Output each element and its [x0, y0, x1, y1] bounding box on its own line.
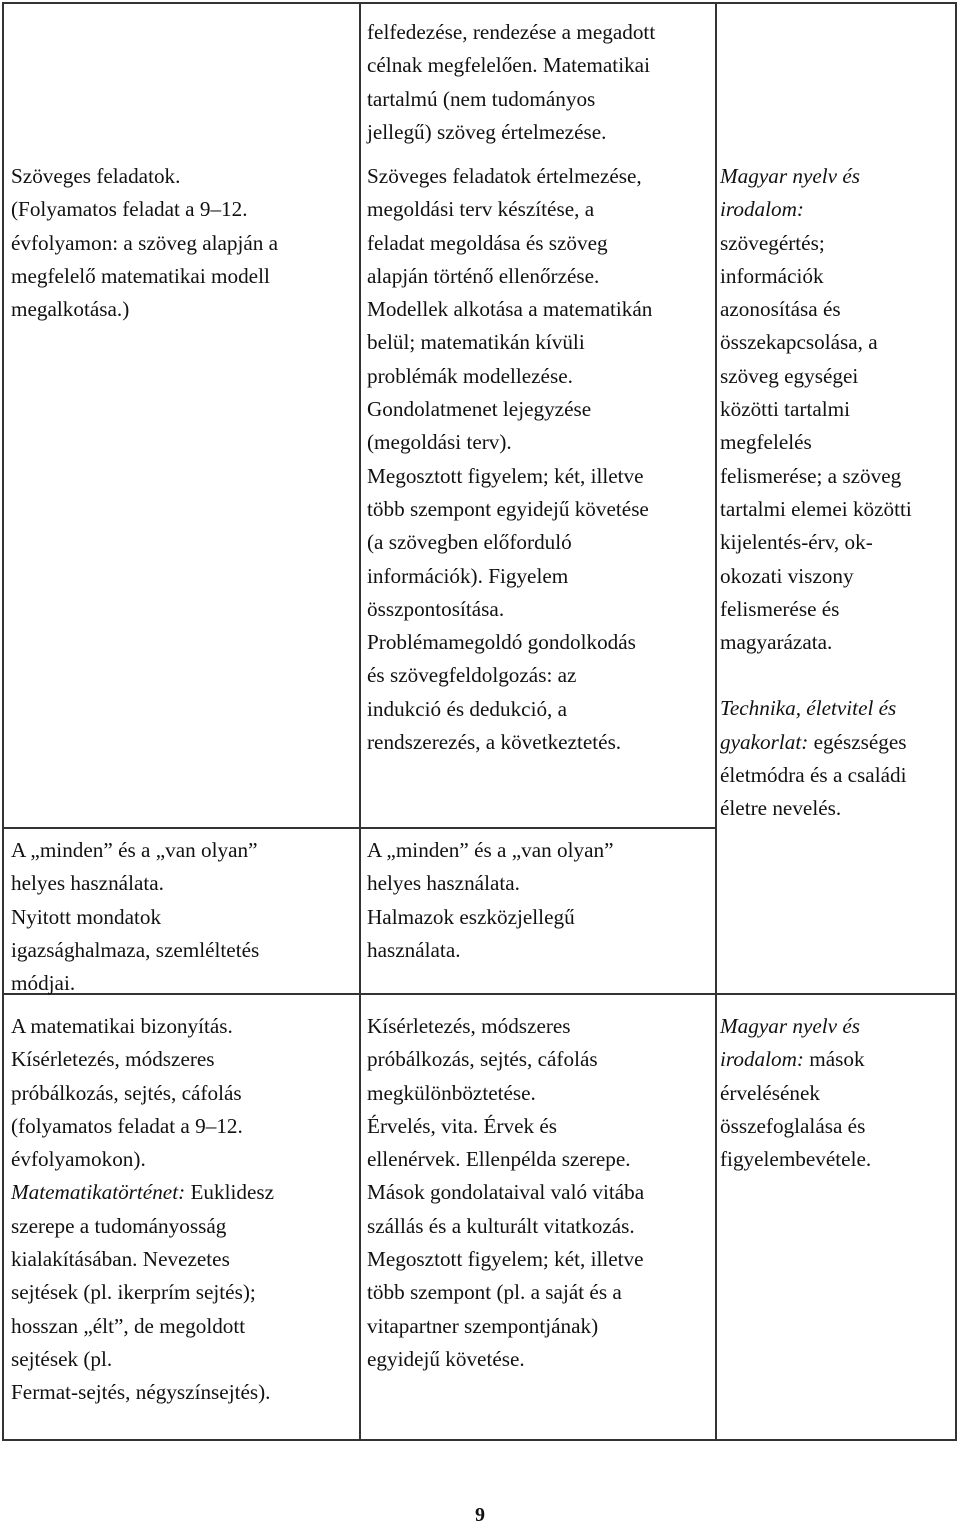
row1-col2-continuation: felfedezése, rendezése a megadott célnak megfelelően. Matematikai tartalmú (nem tudományos jellegű) szöveg értelmezése.	[367, 20, 656, 144]
row3-col3-text: Magyar nyelv és irodalom: mások érvelésének összefoglalása és figyelembevétele.	[720, 1014, 872, 1172]
column-divider	[359, 4, 361, 1439]
row1-col1-text: Szöveges feladatok. (Folyamatos feladat a 9–12. évfolyamon: a szöveg alapján a megfelelő matematikai modell megalkotása.)	[11, 164, 279, 322]
row2-col1-text: A „minden” és a „van olyan” helyes használata. Nyitott mondatok igazsághalmaza, szemléltetés módjai.	[11, 838, 260, 996]
row3-col2-text: Kísérletezés, módszeres próbálkozás, sejtés, cáfolás megkülönböztetése. Érvelés, vita. Érvek és ellenérvek. Ellenpélda szerepe. Mások gondolataival való vitába szállás és a kulturált vitatkozás. Megosztott figyelem; két, illetve több szempont (pl. a saját és a vitapartner szempontjának) egyidejű követése.	[367, 1014, 645, 1371]
column-divider	[715, 4, 717, 1439]
row3-col1-text: A matematikai bizonyítás. Kísérletezés, módszeres próbálkozás, sejtés, cáfolás (folyamatos feladat a 9–12. évfolyamokon). Matematikatörténet: Euklidesz szerepe a tudományosság kialakításában. Nevezetes sejtések (pl. ikerprím sejtés); hosszan „élt”, de megoldott sejtések (pl. Fermat-sejtés, négyszínsejtés).	[11, 1014, 275, 1405]
row-divider	[4, 827, 715, 829]
row2-col2-text: A „minden” és a „van olyan” helyes használata. Halmazok eszközjellegű használata.	[367, 838, 614, 962]
row1-col3-text: Magyar nyelv és irodalom: szövegértés; információk azonosítása és összekapcsolása, a szöveg egységei közötti tartalmi megfelelés felismerése; a szöveg tartalmi elemei közötti kijelentés-érv, ok- okozati viszony felismerése és magyarázata. Technika, életvitel és gyakorlat: egészséges életmódra és a családi életre nevelés.	[720, 164, 912, 821]
row1-col2-text: Szöveges feladatok értelmezése, megoldási terv készítése, a feladat megoldása és szöveg alapján történő ellenőrzése. Modellek alkotása a matematikán belül; matematikán kívüli problémák modellezése. Gondolatmenet lejegyzése (megoldási terv). Megosztott figyelem; két, illetve több szempont egyidejű követése (a szövegben előforduló információk). Figyelem összpontosítása. Problémamegoldó gondolkodás és szövegfeldolgozás: az indukció és dedukció, a rendszerezés, a következtetés.	[367, 164, 653, 755]
page-number: 9	[475, 1504, 485, 1526]
